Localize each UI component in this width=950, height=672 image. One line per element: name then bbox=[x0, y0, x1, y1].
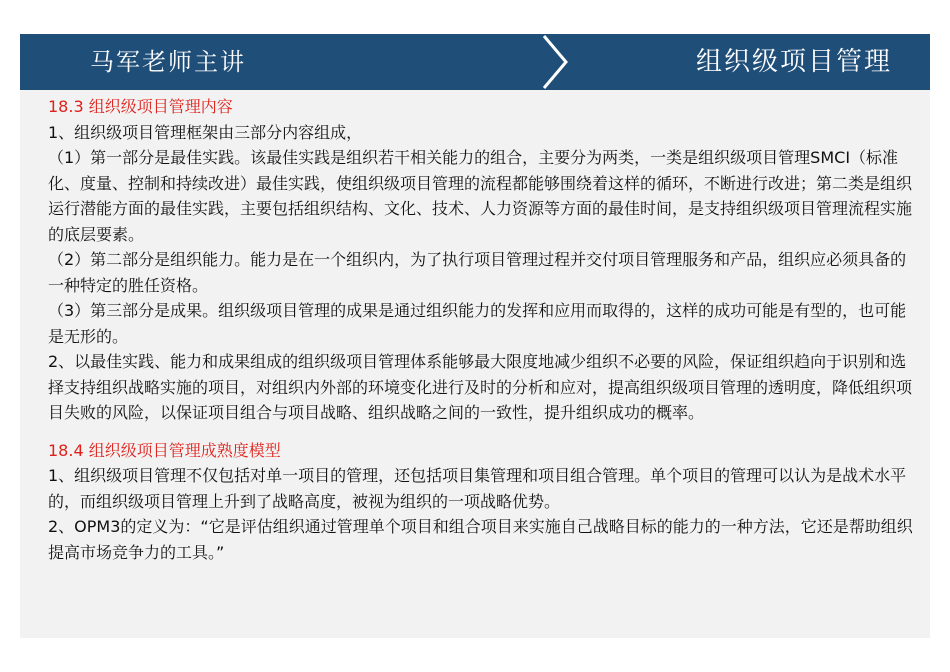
section-gap bbox=[48, 426, 918, 438]
paragraph: 2、以最佳实践、能力和成果组成的组织级项目管理体系能够最大限度地减少组织不必要的风险，保证组织趋向于识别和选择支持组织战略实施的项目，对组织内外部的环境变化进行及时的分析和应对，提高组织级项目管理的透明度，降低组织项目失败的风险，以保证项目组合与项目战略、组织战略之间的一致性，提升组织成功的概率。 bbox=[48, 352, 913, 422]
presenter-title: 马军老师主讲 bbox=[90, 48, 246, 76]
chevron-right-icon bbox=[530, 34, 580, 90]
paragraph: （2）第二部分是组织能力。能力是在一个组织内，为了执行项目管理过程并交付项目管理服务和产品，组织应必须具备的一种特定的胜任资格。 bbox=[48, 250, 907, 295]
section-title-18-3: 18.3 组织级项目管理内容 bbox=[48, 97, 233, 116]
paragraph: 2、OPM3的定义为：“它是评估组织通过管理单个项目和组合项目来实施自己战略目标的能力的一种方法，它还是帮助组织提高市场竞争力的工具。” bbox=[48, 517, 913, 562]
paragraph: 1、组织级项目管理框架由三部分内容组成， bbox=[48, 122, 363, 142]
slide-header bbox=[20, 34, 930, 90]
paragraph: （3）第三部分是成果。组织级项目管理的成果是通过组织能力的发挥和应用而取得的，这样的成功可能是有型的，也可能是无形的。 bbox=[48, 301, 907, 346]
slide-content bbox=[20, 90, 930, 638]
paragraph: （1）第一部分是最佳实践。该最佳实践是组织若干相关能力的组合，主要分为两类，一类是组织级项目管理SMCI（标准化、度量、控制和持续改进）最佳实践，使组织级项目管理的流程都能够围绕着这样的循环，不断进行改进；第二类是组织运行潜能方面的最佳实践，主要包括组织结构、文化、技术、人力资源等方面的最佳时间，是支持组织级项目管理流程实施的底层要素。 bbox=[48, 148, 913, 244]
section-title-18-4: 18.4 组织级项目管理成熟度模型 bbox=[48, 440, 281, 460]
text-body bbox=[48, 94, 918, 565]
paragraph: 1、组织级项目管理不仅包括对单一项目的管理，还包括项目集管理和项目组合管理。单个项目的管理可以认为是战术水平的，而组织级项目管理上升到了战略高度，被视为组织的一项战略优势。 bbox=[48, 466, 907, 511]
slide-topic-title: 组织级项目管理 bbox=[695, 47, 892, 77]
